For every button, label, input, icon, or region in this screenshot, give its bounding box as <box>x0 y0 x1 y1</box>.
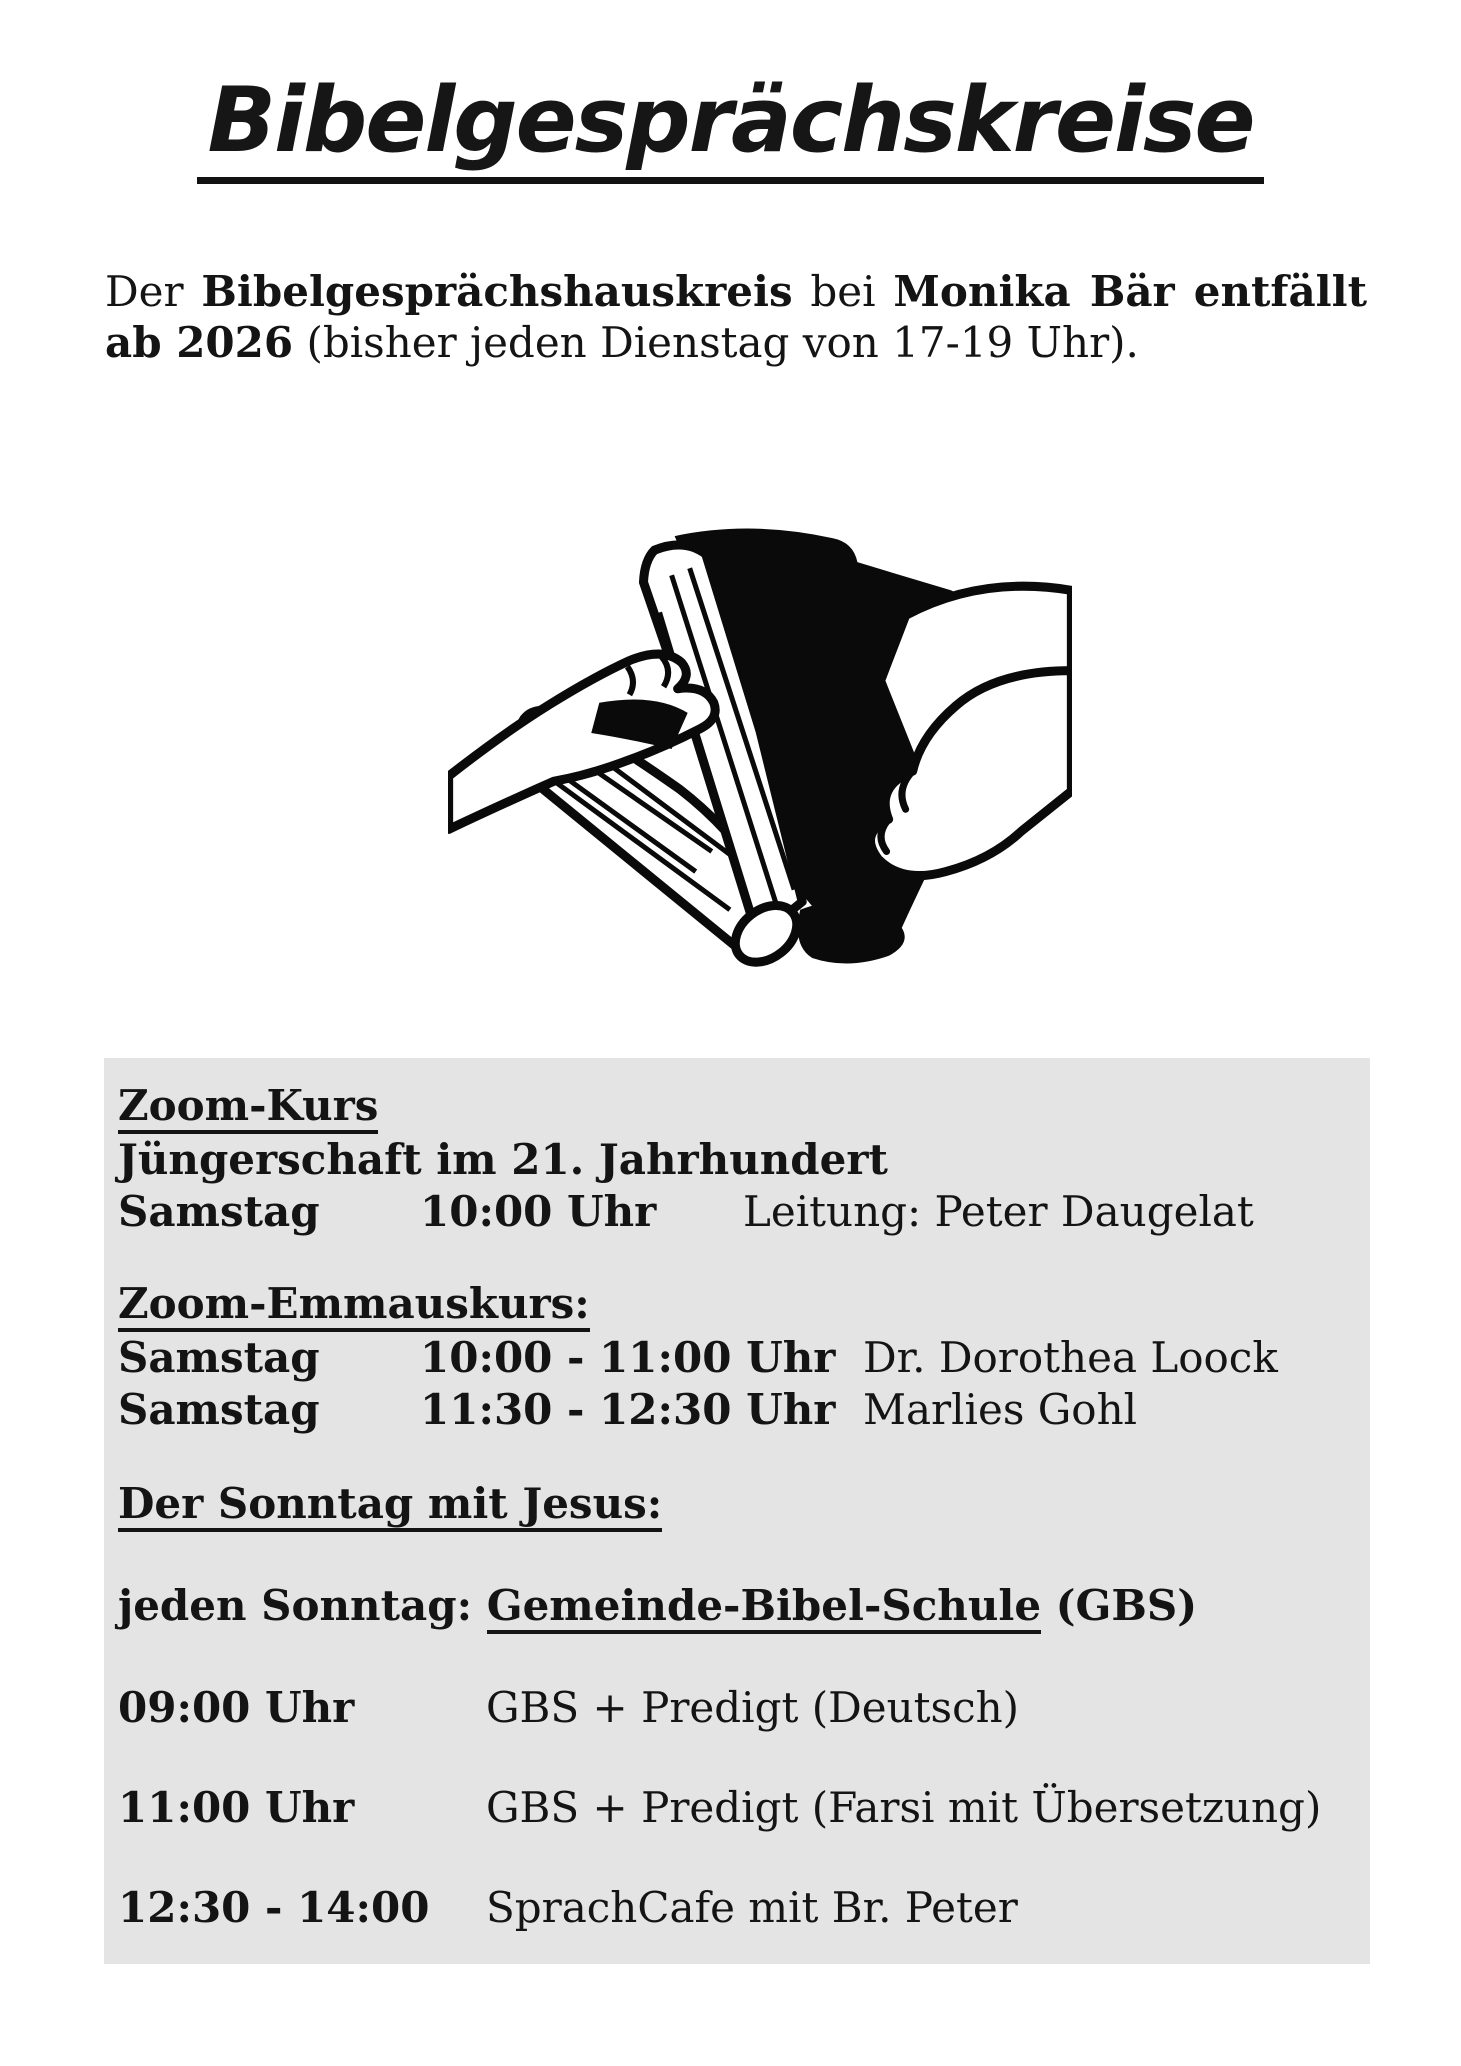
schedule-line <box>118 1478 1352 1532</box>
schedule-line <box>118 1134 1352 1186</box>
text-run: Der <box>105 267 202 316</box>
schedule-cell: 10:00 - 11:00 Uhr <box>420 1333 836 1383</box>
schedule-cell: Samstag <box>118 1385 320 1435</box>
schedule-cell: Marlies Gohl <box>863 1385 1138 1435</box>
schedule-cell: Samstag <box>118 1333 320 1383</box>
schedule-cell: (GBS) <box>1041 1581 1198 1631</box>
intro-line-1 <box>105 266 1367 317</box>
schedule-cell: Dr. Dorothea Loock <box>863 1333 1278 1383</box>
schedule-group <box>118 1682 1352 1734</box>
text-run: (bisher jeden Dienstag von 17-19 Uhr). <box>293 318 1139 367</box>
intro-line-2 <box>105 317 1367 368</box>
text-run: bei <box>792 267 894 316</box>
text-run: Bibelgesprächshauskreis <box>201 267 793 316</box>
schedule-line <box>118 1186 1352 1238</box>
schedule-cell: Zoom-Emmauskurs: <box>118 1282 590 1332</box>
schedule-line <box>118 1278 1352 1332</box>
schedule-group <box>118 1782 1352 1834</box>
book-hands-image <box>448 520 1072 972</box>
intro-paragraph <box>105 266 1367 368</box>
schedule-line <box>118 1882 1352 1934</box>
schedule-cell: Der Sonntag mit Jesus: <box>118 1482 662 1532</box>
schedule-panel <box>104 1058 1370 1964</box>
schedule-line <box>118 1682 1352 1734</box>
schedule-cell: Gemeinde-Bibel-Schule <box>487 1584 1041 1634</box>
page-title: Bibelgesprächskreise <box>197 72 1263 184</box>
schedule-line <box>118 1080 1352 1134</box>
text-run: ab 2026 <box>105 318 294 367</box>
schedule-cell: Zoom-Kurs <box>118 1084 378 1134</box>
schedule-line <box>118 1580 1352 1634</box>
schedule-cell: Jüngerschaft im 21. Jahrhundert <box>118 1135 888 1185</box>
schedule-cell: GBS + Predigt (Deutsch) <box>486 1683 1020 1733</box>
schedule-line <box>118 1332 1352 1384</box>
schedule-cell: 09:00 Uhr <box>118 1683 355 1733</box>
schedule-cell: Leitung: Peter Daugelat <box>743 1187 1254 1237</box>
schedule-cell: Samstag <box>118 1187 320 1237</box>
schedule-group <box>118 1080 1352 1238</box>
schedule-cell: 12:30 - 14:00 <box>118 1883 430 1933</box>
schedule-cell: 11:00 Uhr <box>118 1783 355 1833</box>
schedule-line <box>118 1384 1352 1436</box>
schedule-cell: GBS + Predigt (Farsi mit Übersetzung) <box>486 1783 1322 1833</box>
schedule-cell: SprachCafe mit Br. Peter <box>486 1883 1018 1933</box>
schedule-cell: 10:00 Uhr <box>420 1187 657 1237</box>
schedule-line <box>118 1782 1352 1834</box>
schedule-group <box>118 1580 1352 1634</box>
text-run: Monika Bär entfällt <box>893 267 1367 316</box>
schedule-cell: jeden Sonntag: <box>118 1581 487 1631</box>
title-block <box>0 68 1461 184</box>
schedule-group <box>118 1882 1352 1934</box>
schedule-cell: 11:30 - 12:30 Uhr <box>420 1385 836 1435</box>
schedule-group <box>118 1278 1352 1436</box>
schedule-group <box>118 1478 1352 1532</box>
